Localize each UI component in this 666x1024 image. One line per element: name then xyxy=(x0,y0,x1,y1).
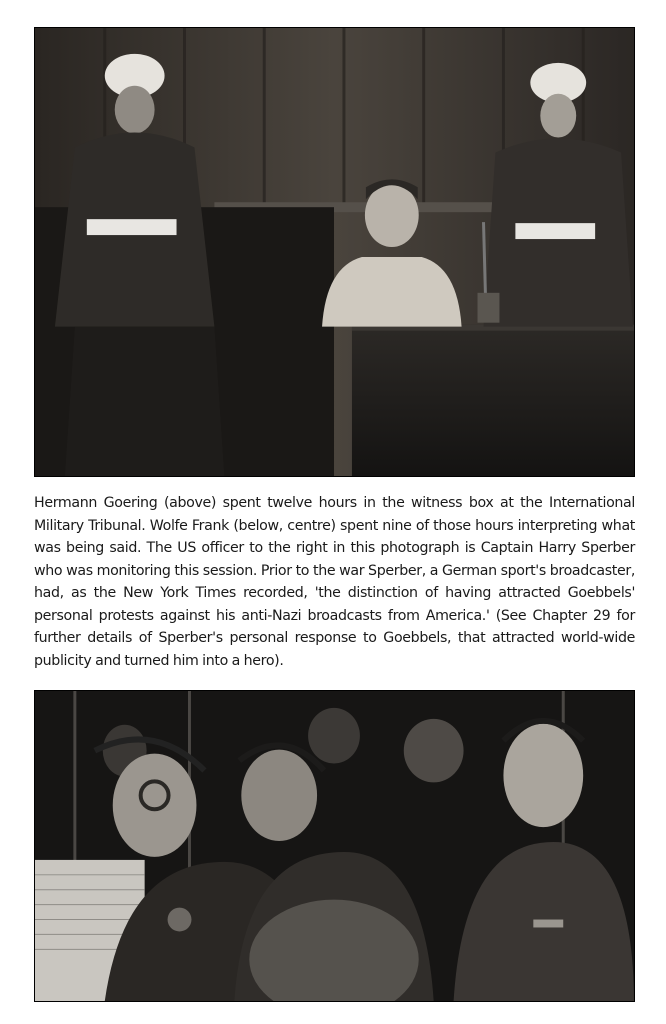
photo-caption: Hermann Goering (above) spent twelve hours in the witness box at the International Military Tribunal. Wolfe Frank (below, centre) spent nine of those hours interpreting what was being said. The US officer to the right in this photograph is Captain Harry Sperber who was monitoring this session. Prior to the war Sperber, a German sport's broadcaster, had, as the New York Times recorded, 'the distinction of having attracted Goebbels' personal protests against his anti-Nazi broadcasts from America.' (See Chapter 29 for further details of Sperber's personal response to Goebbels, that attracted world-wide publicity and turned him into a hero). xyxy=(34,495,635,669)
goering-witness-box-photo xyxy=(34,27,635,477)
interpreters-photo xyxy=(34,690,635,1002)
